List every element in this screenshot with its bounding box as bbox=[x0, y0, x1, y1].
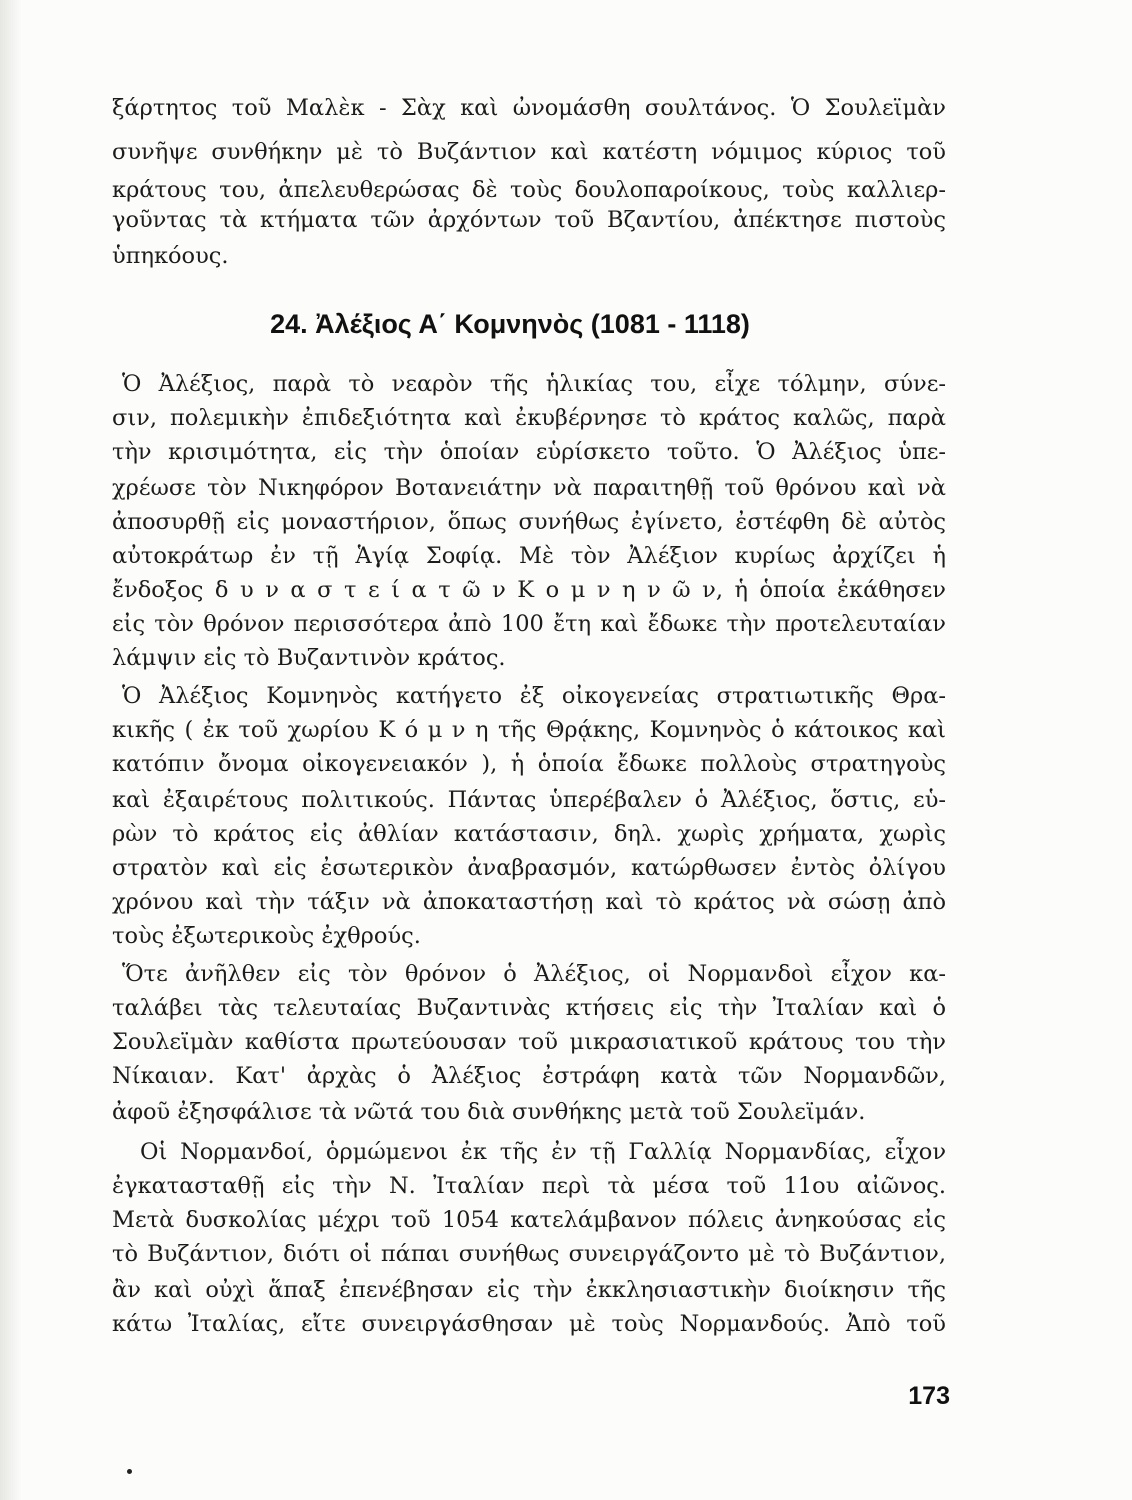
text-line: συνῆψε συνθήκην μὲ τὸ Βυζάντιον καὶ κατέστη νόμιμος κύριος τοῦ bbox=[112, 139, 946, 165]
binding-shadow bbox=[0, 0, 22, 1500]
text-line: χρέωσε τὸν Νικηφόρον Βοτανειάτην νὰ παραιτηθῇ τοῦ θρόνου καὶ νὰ bbox=[112, 475, 946, 501]
text-line: ἂν καὶ οὐχὶ ἅπαξ ἐπενέβησαν εἰς τὴν ἐκκλησιαστικὴν διοίκησιν τῆς bbox=[112, 1277, 946, 1303]
text-line: ρὼν τὸ κράτος εἰς ἀθλίαν κατάστασιν, δηλ. χωρὶς χρήματα, χωρὶς bbox=[112, 821, 946, 847]
text-line: ἐγκατασταθῇ εἰς τὴν Ν. Ἰταλίαν περὶ τὰ μέσα τοῦ 11ου αἰῶνος. bbox=[112, 1173, 946, 1199]
text-line: τὴν κρισιμότητα, εἰς τὴν ὁποίαν εὑρίσκετο τοῦτο. Ὁ Ἀλέξιος ὑπε- bbox=[112, 439, 946, 465]
text-line: Οἱ Νορμανδοί, ὁρμώμενοι ἐκ τῆς ἐν τῇ Γαλλίᾳ Νορμανδίας, εἶχον bbox=[140, 1139, 946, 1165]
text-line: Ὁ Ἀλέξιος Κομνηνὸς κατήγετο ἐξ οἰκογενείας στρατιωτικῆς Θρα- bbox=[122, 683, 946, 709]
text-line: στρατὸν καὶ εἰς ἐσωτερικὸν ἀναβρασμόν, κατώρθωσεν ἐντὸς ὀλίγου bbox=[112, 855, 946, 881]
text-line: ἀποσυρθῇ εἰς μοναστήριον, ὅπως συνήθως ἐγίνετο, ἐστέφθη δὲ αὐτὸς bbox=[112, 509, 946, 535]
text-line: κράτους του, ἀπελευθερώσας δὲ τοὺς δουλοπαροίκους, τοὺς καλλιερ- bbox=[112, 177, 946, 203]
text-line: ταλάβει τὰς τελευταίας Βυζαντινὰς κτήσεις εἰς τὴν Ἰταλίαν καὶ ὁ bbox=[112, 995, 946, 1021]
text-line: κικῆς ( ἐκ τοῦ χωρίου Κ ό μ ν η τῆς Θρᾴκης, Κομνηνὸς ὁ κάτοικος καὶ bbox=[112, 717, 946, 743]
text-line: σιν, πολεμικὴν ἐπιδεξιότητα καὶ ἐκυβέρνησε τὸ κράτος καλῶς, παρὰ bbox=[112, 405, 946, 431]
text-line: λάμψιν εἰς τὸ Βυζαντινὸν κράτος. bbox=[112, 645, 506, 671]
text-line: χρόνου καὶ τὴν τάξιν νὰ ἀποκαταστήσῃ καὶ τὸ κράτος νὰ σώσῃ ἀπὸ bbox=[112, 889, 946, 915]
text-line: Μετὰ δυσκολίας μέχρι τοῦ 1054 κατελάμβανον πόλεις ἀνηκούσας εἰς bbox=[112, 1207, 946, 1233]
page-number: 173 bbox=[908, 1382, 950, 1410]
text-line: κατόπιν ὄνομα οἰκογενειακόν ), ἡ ὁποία ἔδωκε πολλοὺς στρατηγοὺς bbox=[112, 751, 946, 777]
text-line: ἀφοῦ ἐξησφάλισε τὰ νῶτά του διὰ συνθήκης μετὰ τοῦ Σουλεϊμάν. bbox=[112, 1099, 866, 1125]
text-line: ξάρτητος τοῦ Μαλὲκ - Σὰχ καὶ ὠνομάσθη σουλτάνος. Ὁ Σουλεϊμὰν bbox=[112, 95, 946, 121]
text-line: Νίκαιαν. Κατ' ἀρχὰς ὁ Ἀλέξιος ἐστράφη κατὰ τῶν Νορμανδῶν, bbox=[112, 1063, 946, 1089]
text-line: τοὺς ἐξωτερικοὺς ἐχθρούς. bbox=[112, 923, 421, 949]
text-line: κάτω Ἰταλίας, εἴτε συνειργάσθησαν μὲ τοὺς Νορμανδούς. Ἀπὸ τοῦ bbox=[112, 1311, 946, 1337]
ink-speck bbox=[127, 1469, 132, 1474]
text-line: καὶ ἐξαιρέτους πολιτικούς. Πάντας ὑπερέβαλεν ὁ Ἀλέξιος, ὅστις, εὑ- bbox=[112, 787, 946, 813]
text-line: Σουλεϊμὰν καθίστα πρωτεύουσαν τοῦ μικρασιατικοῦ κράτους του τὴν bbox=[112, 1029, 946, 1055]
text-line: τὸ Βυζάντιον, διότι οἱ πάπαι συνήθως συνειργάζοντο μὲ τὸ Βυζάντιον, bbox=[112, 1241, 946, 1267]
text-line: ὑπηκόους. bbox=[112, 243, 229, 269]
text-line: εἰς τὸν θρόνον περισσότερα ἀπὸ 100 ἔτη καὶ ἔδωκε τὴν προτελευταίαν bbox=[112, 611, 946, 637]
text-line: ἔνδοξος δ υ ν α σ τ ε ί α τ ῶ ν Κ ο μ ν η ν ῶ ν, ἡ ὁποία ἐκάθησεν bbox=[112, 577, 946, 603]
text-line: Ὅτε ἀνῆλθεν εἰς τὸν θρόνον ὁ Ἀλέξιος, οἱ Νορμανδοὶ εἶχον κα- bbox=[122, 961, 946, 987]
section-heading: 24. Ἀλέξιος Α΄ Κομνηνὸς (1081 - 1118) bbox=[270, 309, 750, 339]
text-line: αὐτοκράτωρ ἐν τῇ Ἁγίᾳ Σοφίᾳ. Μὲ τὸν Ἀλέξιον κυρίως ἀρχίζει ἡ bbox=[112, 543, 946, 569]
text-line: γοῦντας τὰ κτήματα τῶν ἀρχόντων τοῦ Βζαντίου, ἀπέκτησε πιστοὺς bbox=[112, 207, 946, 233]
text-line: Ὁ Ἀλέξιος, παρὰ τὸ νεαρὸν τῆς ἡλικίας του, εἶχε τόλμην, σύνε- bbox=[122, 371, 946, 397]
